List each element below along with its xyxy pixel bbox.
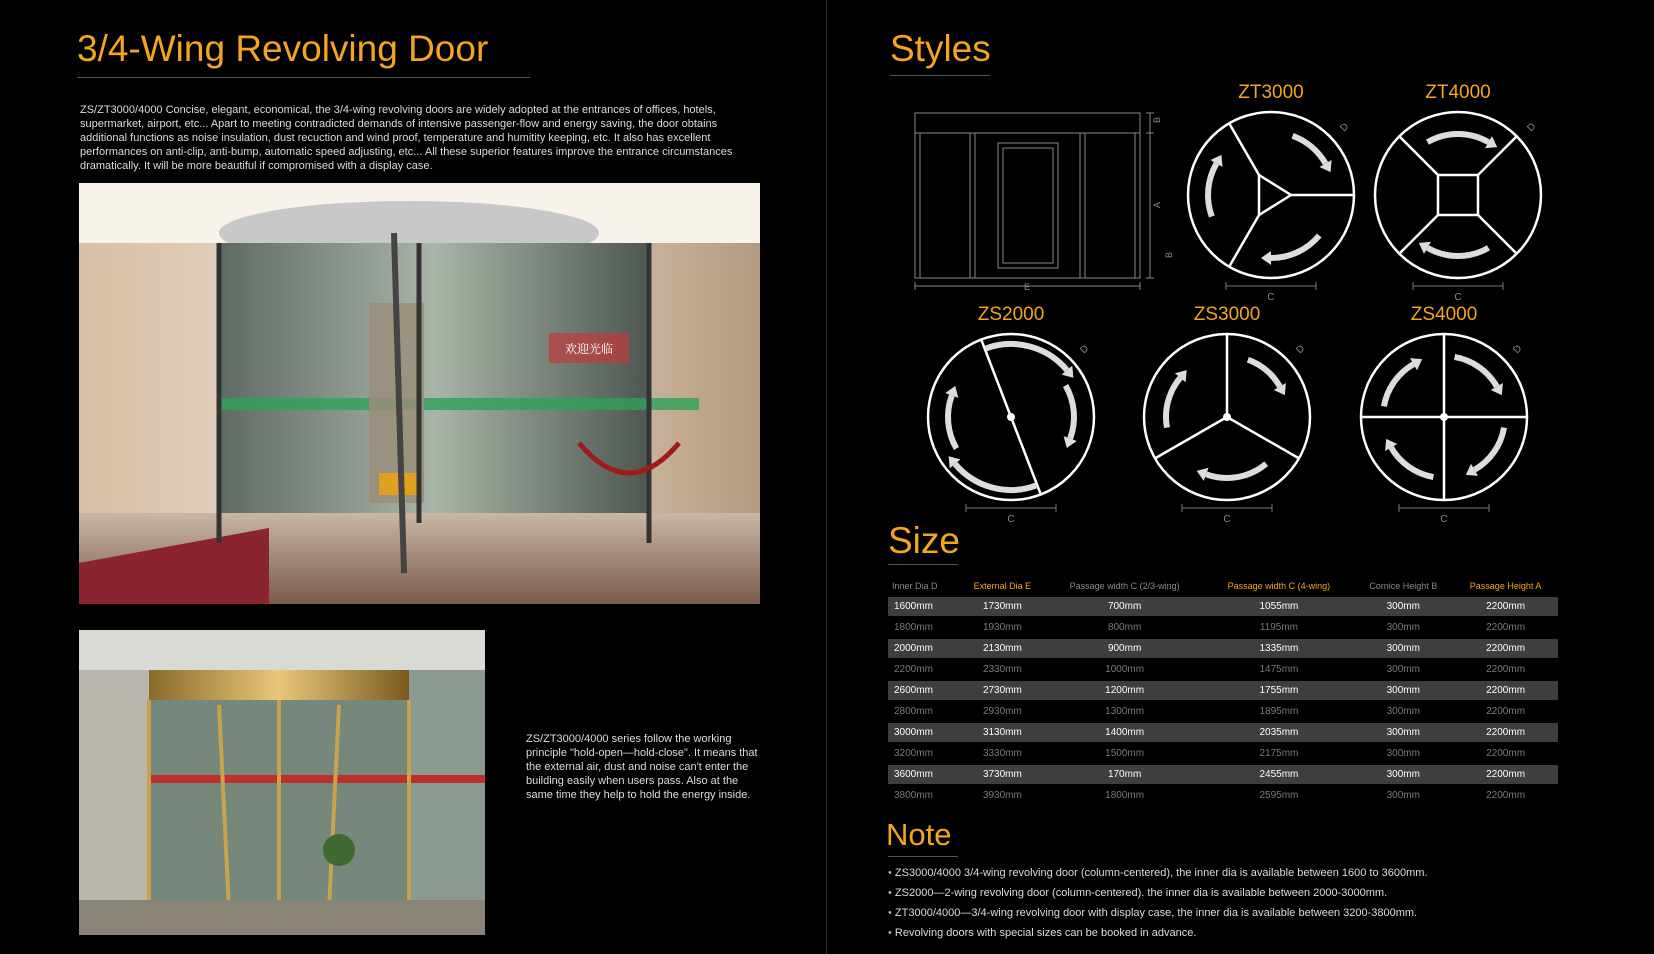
table-cell: 170mm — [1045, 764, 1205, 785]
table-cell: 2930mm — [960, 701, 1045, 722]
table-cell: 2730mm — [960, 680, 1045, 701]
note-list — [888, 866, 1428, 946]
plan-diagram-zs4000 — [1341, 329, 1547, 530]
table-cell: 3800mm — [888, 785, 960, 806]
plan-diagram-zt3000 — [1168, 107, 1374, 308]
table-cell: 1895mm — [1204, 701, 1353, 722]
table-row — [888, 659, 1558, 680]
table-cell: 2200mm — [1453, 597, 1558, 617]
table-cell: 300mm — [1353, 722, 1453, 743]
col-passage-width-4: Passage width C (4-wing) — [1227, 581, 1331, 591]
table-cell: 2455mm — [1204, 764, 1353, 785]
table-cell: 2200mm — [1453, 764, 1558, 785]
intro-paragraph: ZS/ZT3000/4000 Concise, elegant, economical, the 3/4-wing revolving doors are widely adopted at the entrances of offices, hotels, supermarket, airport, etc... Apart to meeting contradicted demands of intensive passenger-flow and energy saving, the door obtains additional functions as noise insulation, dust recuction and wind proof, temperature and humitity keeping, etc. It also has excellent performances on anti-clip, anti-bump, automatic speed adjusting, etc... All these superior features improve the entrance circumstances dramatically. It will be more beautiful if compromised with a display case. — [80, 104, 733, 172]
table-cell: 300mm — [1353, 617, 1453, 638]
styles-title: Styles — [890, 28, 991, 69]
dim-label-d: D — [1511, 343, 1525, 357]
dim-label-c: C — [1223, 514, 1231, 525]
size-table — [888, 575, 1558, 807]
dim-label-c: C — [1267, 292, 1275, 303]
table-cell: 300mm — [1353, 659, 1453, 680]
table-row — [888, 638, 1558, 659]
dim-label-c: C — [1007, 514, 1015, 525]
table-cell: 2200mm — [1453, 785, 1558, 806]
svg-text:B: B — [1152, 116, 1162, 123]
model-label-zt4000: ZT4000 — [1425, 82, 1491, 103]
dim-label-c: C — [1454, 292, 1462, 303]
svg-text:欢迎光临: 欢迎光临 — [564, 342, 614, 356]
table-cell: 2130mm — [960, 638, 1045, 659]
model-label-zs4000: ZS4000 — [1410, 304, 1478, 325]
note-underline — [888, 856, 958, 857]
col-external-dia: External Dia E — [973, 581, 1032, 591]
table-cell: 2330mm — [960, 659, 1045, 680]
table-cell: 2200mm — [888, 659, 960, 680]
table-cell: 2000mm — [888, 638, 960, 659]
page-title: 3/4-Wing Revolving Door — [77, 28, 489, 69]
table-cell: 3200mm — [888, 743, 960, 764]
plan-diagram-zs3000 — [1124, 329, 1330, 530]
dim-label-d: D — [1338, 121, 1352, 135]
principle-text: ZS/ZT3000/4000 series follow the working principle "hold-open—hold-close". It means that the external air, dust and noise can't enter the building easily when users pass. Also at the same time they help to hold the energy inside. — [526, 733, 758, 801]
table-cell: 300mm — [1353, 680, 1453, 701]
table-cell: 1055mm — [1204, 597, 1353, 617]
size-table-header — [888, 575, 1558, 597]
table-cell: 2200mm — [1453, 680, 1558, 701]
col-cornice-height: Cornice Height B — [1369, 581, 1438, 591]
table-cell: 1200mm — [1045, 680, 1205, 701]
model-label-zs3000: ZS3000 — [1193, 304, 1261, 325]
table-row — [888, 597, 1558, 617]
note-item: • ZS2000—2-wing revolving door (column-centered). the inner dia is available between 2000-3000mm. — [888, 886, 1428, 906]
table-cell: 1000mm — [1045, 659, 1205, 680]
table-cell: 2200mm — [1453, 743, 1558, 764]
table-cell: 1800mm — [888, 617, 960, 638]
table-cell: 900mm — [1045, 638, 1205, 659]
table-cell: 2200mm — [1453, 659, 1558, 680]
title-underline — [77, 77, 530, 78]
svg-text:E: E — [1023, 282, 1031, 292]
table-row — [888, 743, 1558, 764]
table-cell: 300mm — [1353, 764, 1453, 785]
table-row — [888, 785, 1558, 806]
col-passage-height: Passage Height A — [1469, 581, 1542, 591]
plan-diagram-zt4000 — [1355, 107, 1561, 308]
col-passage-width-23: Passage width C (2/3-wing) — [1069, 581, 1180, 591]
table-cell: 300mm — [1353, 597, 1453, 617]
table-cell: 1300mm — [1045, 701, 1205, 722]
table-cell: 3000mm — [888, 722, 960, 743]
table-cell: 3330mm — [960, 743, 1045, 764]
styles-underline — [890, 75, 990, 76]
svg-text:A: A — [1152, 201, 1162, 208]
plan-diagram-zs2000 — [908, 329, 1114, 530]
note-item: • ZS3000/4000 3/4-wing revolving door (column-centered), the inner dia is available between 1600 to 3600mm. — [888, 866, 1428, 886]
note-item: • Revolving doors with special sizes can be booked in advance. — [888, 926, 1428, 946]
note-title: Note — [886, 817, 952, 852]
revolving-door-photo-large — [79, 183, 760, 604]
table-cell: 300mm — [1353, 743, 1453, 764]
table-cell: 300mm — [1353, 638, 1453, 659]
dim-label-c: C — [1440, 514, 1448, 525]
table-cell: 2200mm — [1453, 722, 1558, 743]
size-underline — [888, 564, 958, 565]
note-item: • ZT3000/4000—3/4-wing revolving door with display case, the inner dia is available between 3200-3800mm. — [888, 906, 1428, 926]
page-divider — [826, 0, 827, 954]
table-cell: 1500mm — [1045, 743, 1205, 764]
table-cell: 2600mm — [888, 680, 960, 701]
table-cell: 2800mm — [888, 701, 960, 722]
size-title: Size — [888, 520, 960, 561]
table-cell: 800mm — [1045, 617, 1205, 638]
table-cell: 3730mm — [960, 764, 1045, 785]
dim-label-d: D — [1078, 343, 1092, 357]
table-row — [888, 722, 1558, 743]
table-cell: 2200mm — [1453, 617, 1558, 638]
table-cell: 2595mm — [1204, 785, 1353, 806]
table-cell: 3130mm — [960, 722, 1045, 743]
elevation-drawing — [910, 108, 1174, 298]
svg-text:B: B — [1164, 251, 1174, 258]
table-cell: 1730mm — [960, 597, 1045, 617]
table-row — [888, 764, 1558, 785]
table-cell: 1800mm — [1045, 785, 1205, 806]
table-cell: 2200mm — [1453, 701, 1558, 722]
table-cell: 1755mm — [1204, 680, 1353, 701]
table-row — [888, 680, 1558, 701]
dim-label-d: D — [1525, 121, 1539, 135]
revolving-door-photo-gold — [79, 630, 485, 935]
table-cell: 1400mm — [1045, 722, 1205, 743]
dim-label-d: D — [1294, 343, 1308, 357]
col-inner-dia: Inner Dia D — [892, 581, 938, 591]
table-cell: 3930mm — [960, 785, 1045, 806]
table-cell: 3600mm — [888, 764, 960, 785]
table-cell: 2200mm — [1453, 638, 1558, 659]
table-cell: 1335mm — [1204, 638, 1353, 659]
table-row — [888, 617, 1558, 638]
table-row — [888, 701, 1558, 722]
table-cell: 1930mm — [960, 617, 1045, 638]
table-cell: 2035mm — [1204, 722, 1353, 743]
table-cell: 1195mm — [1204, 617, 1353, 638]
table-cell: 1475mm — [1204, 659, 1353, 680]
table-cell: 2175mm — [1204, 743, 1353, 764]
table-cell: 1600mm — [888, 597, 960, 617]
table-cell: 700mm — [1045, 597, 1205, 617]
table-cell: 300mm — [1353, 701, 1453, 722]
model-label-zt3000: ZT3000 — [1238, 82, 1304, 103]
model-label-zs2000: ZS2000 — [977, 304, 1045, 325]
table-cell: 300mm — [1353, 785, 1453, 806]
